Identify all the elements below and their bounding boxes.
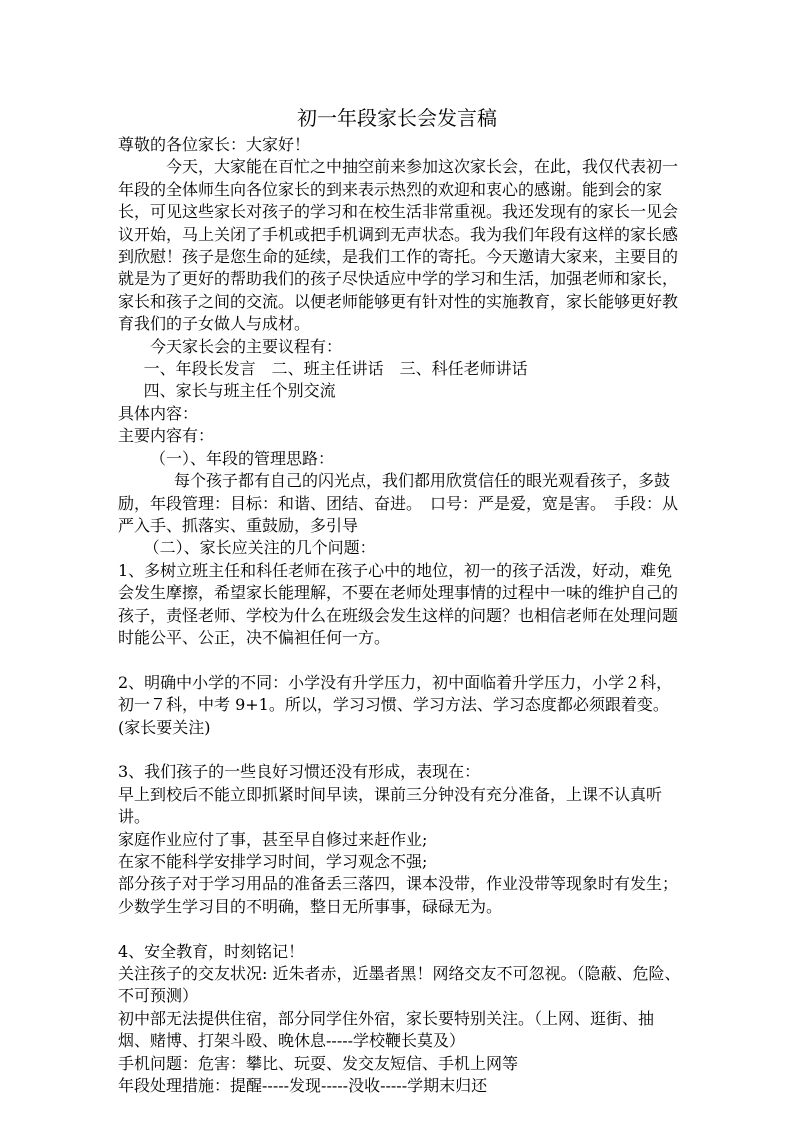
item-4-line: 年段处理措施：提醒-----发现-----没收-----学期末归还 — [118, 1076, 488, 1096]
greeting: 尊敬的各位家长：大家好！ — [118, 135, 311, 154]
agenda-line-1: 一、年段长发言 二、班主任讲话 三、科任老师讲话 — [143, 359, 528, 379]
spacer — [118, 739, 684, 761]
item-4-heading: 4、安全教育，时刻铭记！ — [118, 941, 305, 961]
item-1: 1、多树立班主任和科任老师在孩子心中的地位，初一的孩子活泼，好动，难免会发生摩擦，希望家长能理解，不要在老师处理事情的过程中一味的维护自己的孩子，责怪老师、学校为什么在班级会发生这样的问题？也相信老师在处理问题时能公平、公正，决不偏袒任何一方。 — [118, 560, 679, 647]
item-3-line: 在家不能科学安排学习时间，学习观念不强; — [118, 851, 428, 871]
section-2-heading: （二）、家长应关注的几个问题： — [143, 538, 376, 558]
document-body — [118, 134, 684, 1097]
section-1-heading: （一）、年段的管理思路： — [150, 448, 335, 468]
item-3-heading: 3、我们孩子的一些良好习惯还没有形成，表现在： — [118, 762, 481, 782]
item-2: 2、明确中小学的不同：小学没有升学压力，初中面临着升学压力，小学２科，初一７科，中考 9+1。所以，学习习惯、学习方法、学习态度都必须跟着变。(家长要关注) — [118, 672, 673, 737]
item-4-line: 手机问题：危害：攀比、玩耍、发交友短信、手机上网等 — [118, 1053, 519, 1073]
item-3-line: 家庭作业应付了事，甚至早自修过来赶作业; — [118, 829, 428, 849]
main-label: 主要内容有： — [118, 426, 215, 446]
spacer — [118, 918, 684, 940]
item-4-line: 关注孩子的交友状况: 近朱者赤，近墨者黑！网络交友不可忽视。（隐蔽、危险、不可预测） — [118, 963, 681, 1006]
document-title: 初一年段家长会发言稿 — [297, 106, 497, 130]
agenda-intro: 今天家长会的主要议程有： — [150, 336, 343, 356]
intro-paragraph: 今天，大家能在百忙之中抽空前来参加这次家长会，在此，我仅代表初一年段的全体师生向各位家长的到来表示热烈的欢迎和衷心的感谢。能到会的家长，可见这些家长对孩子的学习和在校生活非常重视。我还发现有的家长一见会议开始，马上关闭了手机或把手机调到无声状态。我为我们年段有这样的家长感到欣慰！孩子是您生命的延续，是我们工作的寄托。今天邀请大家来，主要目的就是为了更好的帮助我们的孩子尽快适应中学的学习和生活，加强老师和家长，家长和孩子之间的交流。以便老师能够更有针对性的实施教育，家长能够更好教育我们的子女做人与成材。 — [118, 157, 679, 334]
agenda-line-2: 四、家长与班主任个别交流 — [143, 381, 336, 401]
section-1-body: 每个孩子都有自己的闪光点，我们都用欣赏信任的眼光观看孩子，多鼓励，年段管理：目标：和谐、团结、奋进。 口号：严是爱，宽是害。 手段：从严入手、抓落实、重鼓励，多引导 — [118, 471, 679, 535]
specific-label: 具体内容： — [118, 403, 199, 423]
item-3-line: 部分孩子对于学习用品的准备丢三落四，课本没带，作业没带等现象时有发生； — [118, 874, 679, 894]
item-4-line: 初中部无法提供住宿，部分同学住外宿，家长要特别关注。（上网、逛街、抽烟、赌博、打架斗殴、晚休息-----学校鞭长莫及） — [118, 1008, 655, 1051]
item-3-line: 少数学生学习目的不明确，整日无所事事，碌碌无为。 — [118, 896, 503, 916]
spacer — [118, 649, 684, 671]
item-3-line: 早上到校后不能立即抓紧时间早读，课前三分钟没有充分准备，上课不认真听讲。 — [118, 784, 663, 827]
